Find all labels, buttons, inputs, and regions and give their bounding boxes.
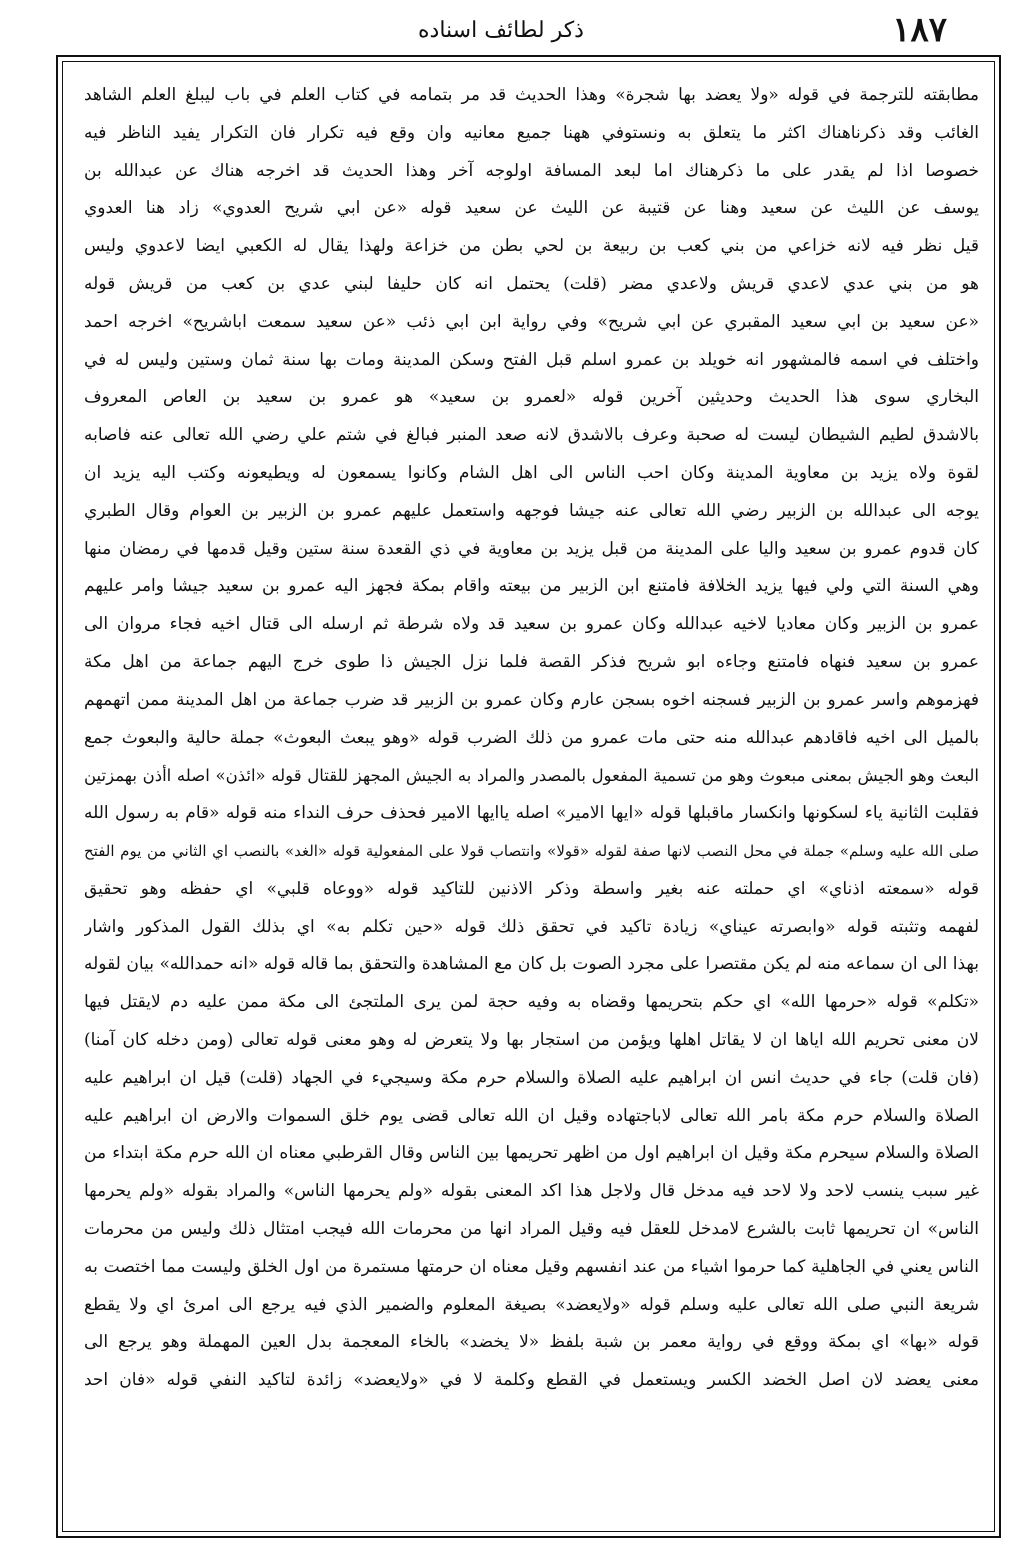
text-line: فقلبت الثانية ياء لسكونها وانكسار ماقبلها قوله «ايها الامير» اصله ياايها الامير فحذف حرف النداء منه قوله «قام به رسول الله	[84, 803, 979, 824]
text-line: بهذا الى ان سماعه منه لم يكن مقتصرا على مجرد الصوت بل كان مع المشاهدة والتحقق بما قاله قوله «انه حمدالله» بيان لقوله	[84, 954, 979, 975]
text-line: خصوصا اذا لم يقدر على ما ذكرهناك اما لبعد المسافة اولوجه آخر وهذا الحديث قد اخرجه هناك عن عبدالله بن	[84, 160, 979, 181]
text-line: هو من بني عدي لاعدي قريش ولاعدي مضر (قلت) يحتمل انه كان حليفا لبني عدي بن كعب من قريش قوله	[84, 273, 979, 294]
text-line: «عن سعيد بن ابي سعيد المقبري عن ابي شريح» وفي رواية ابن ابي ذئب «عن سعيد سمعت اباشريح» اخرجه احمد	[84, 311, 979, 332]
running-title: ذكر لطائف اسناده	[418, 18, 584, 43]
text-line: يوسف عن الليث عن سعيد وهنا عن قتيبة عن الليث عن سعيد قوله «عن ابي شريح العدوي» زاد هنا العدوي	[84, 198, 979, 219]
text-line: فهزموهم واسر عمرو بن الزبير فسجنه اخوه بسجن عارم وكان عمرو بن الزبير قد ضرب جماعة من اهل المدينة ممن اتهمهم	[84, 689, 979, 710]
text-line: يوجه الى عبدالله بن الزبير رضي الله تعالى عنه جيشا فوجهه واستعمل عليهم عمرو بن الزبير بن العوام وقال الطبري	[84, 500, 979, 521]
text-line: لقوة ولاه يزيد بن معاوية المدينة وكان احب الناس الى اهل الشام وكانوا يسمعون له ويطيعونه وكتب اليه يزيد ان	[84, 462, 979, 483]
text-line: شريعة النبي صلى الله تعالى عليه وسلم قوله «ولايعضد» بصيغة المعلوم والضمير الذي فيه يرجع الى امرئ اي ولا يقطع	[84, 1294, 979, 1315]
text-line: غير سبب ينسب لاحد ولا لاحد فيه مدخل قال ولاجل هذا اكد المعنى بقوله «ولم يحرمها الناس» والمراد بقوله «ولم يحرمها	[84, 1181, 979, 1202]
text-line: قيل نظر فيه لانه خزاعي من بني كعب بن ربيعة بن لحي بطن من خزاعة ولهذا يقال له الكعبي ايضا لاعدوي وليس	[84, 236, 979, 257]
text-line: عمرو بن سعيد فنهاه فامتنع وجاءه ابو شريح فذكر القصة فلما نزل الجيش ذا طوى خرج اليهم جماعة من اهل مكة	[84, 651, 979, 672]
text-line: واختلف في اسمه فالمشهور انه خويلد بن عمرو اسلم قبل الفتح وسكن المدينة ومات بها سنة ثمان وستين وليس له في	[84, 349, 979, 370]
text-line: كان قدوم عمرو بن سعيد واليا على المدينة من قبل يزيد بن معاوية في ذي القعدة سنة ستين وقيل قدمها في رمضان منها	[84, 538, 979, 559]
text-line: (فان قلت) جاء في حديث انس ان ابراهيم عليه الصلاة والسلام حرم مكة وسيجيء في الجهاد (قلت) قيل ان ابراهيم عليه	[84, 1067, 979, 1088]
text-line: الصلاة والسلام حرم مكة بامر الله تعالى لاباجتهاده وقيل ان الله تعالى قضى يوم خلق السموات والارض ان ابراهيم عليه	[84, 1105, 979, 1126]
text-line: لفهمه وتثبته قوله «وابصرته عيناي» زيادة تاكيد في تحقق ذلك قوله «حين تكلم به» اي بذلك القول المذكور واشار	[84, 916, 979, 937]
text-line: وهي السنة التي ولي فيها يزيد الخلافة فامتنع ابن الزبير من بيعته واقام بمكة فجهز اليه عمرو بن سعيد جيشا وامر عليهم	[84, 576, 979, 597]
text-line: مطابقته للترجمة في قوله «ولا يعضد بها شجرة» وهذا الحديث قد مر بتمامه في كتاب العلم في باب ليبلغ العلم الشاهد	[84, 85, 979, 105]
text-line: قوله «سمعته اذناي» اي حملته عنه بغير واسطة وذكر الاذنين للتاكيد قوله «ووعاه قلبي» اي حفظه وهو تحقيق	[84, 878, 979, 899]
page-number: ١٨٧	[892, 10, 947, 50]
text-line: البعث وهو الجيش بمعنى مبعوث وهو من تسمية المفعول بالمصدر والمراد به الجيش المجهز للقتال قوله «ائذن» اصله اأذن بهمزتين	[84, 766, 979, 786]
text-line: «تكلم» قوله «حرمها الله» اي حكم بتحريمها وقضاه به وفيه حجة لمن يرى الملتجئ الى مكة ممن عليه دم لايقتل فيها	[84, 992, 979, 1013]
text-line: الغائب وقد ذكرناهناك اكثر ما يتعلق به ونستوفي ههنا جميع معانيه وان وقع فيه تكرار فان التكرار يفيد الناظر فيه	[84, 122, 979, 143]
text-line: الصلاة والسلام سيحرم مكة وقيل ان ابراهيم اول من اظهر تحريمها بين الناس وقال القرطبي معناه ان الله حرم مكة ابتداء من	[84, 1143, 979, 1164]
text-line: قوله «بها» اي بمكة ووقع في رواية معمر بن شبة بلفظ «لا يخضد» بالخاء المعجمة بدل العين المهملة وهو يرجع الى	[84, 1332, 979, 1353]
page-header	[55, 10, 947, 50]
text-line: بالاشدق لطيم الشيطان ليست له صحبة وعرف بالاشدق لانه صعد المنبر فبالغ في شتم علي رضي الله تعالى عنه فاصابه	[84, 425, 979, 446]
text-line: الناس» ان تحريمها ثابت بالشرع لامدخل للعقل فيه وقيل المراد انها من محرمات الله فيجب امتثال ذلك وليس من محرمات	[84, 1218, 979, 1239]
text-line: الناس يعني في الجاهلية كما حرموا اشياء من عند انفسهم وقيل معناه ان حرمتها مستمرة من اول الخلق وليست مما اختصت به	[84, 1256, 979, 1277]
text-line: صلى الله عليه وسلم» جملة في محل النصب لانها صفة لقوله «قولا» وانتصاب قولا على المفعولية قوله «الغد» بالنصب اي الثاني من يوم الفتح	[84, 841, 979, 860]
text-line: لان معنى تحريم الله اياها ان لا يقاتل اهلها ويؤمن من استجار بها ولا يتعرض له وهو معنى قوله تعالى (ومن دخله كان آمنا)	[84, 1029, 979, 1050]
text-frame	[56, 55, 1001, 1538]
text-line: البخاري سوى هذا الحديث وحديثين آخرين قوله «لعمرو بن سعيد» هو عمرو بن سعيد بن العاص المعروف	[84, 387, 979, 408]
text-line: عمرو بن الزبير وكان معاديا لاخيه عبدالله وكان عمرو بن سعيد قد ولاه شرطة ثم ارسله الى قتال اخيه فجاء مروان الى	[84, 614, 979, 635]
text-body	[84, 77, 979, 1526]
text-line: بالميل الى اخيه فاقادهم عبدالله منه حتى مات عمرو من ذلك الضرب قوله «وهو يبعث البعوث» جملة حالية والبعوث جمع	[84, 727, 979, 748]
text-line: معنى يعضد لان اصل الخضد الكسر ويستعمل في القطع وكلمة لا في «ولايعضد» زائدة لتاكيد النفي قوله «فان احد	[84, 1370, 979, 1391]
